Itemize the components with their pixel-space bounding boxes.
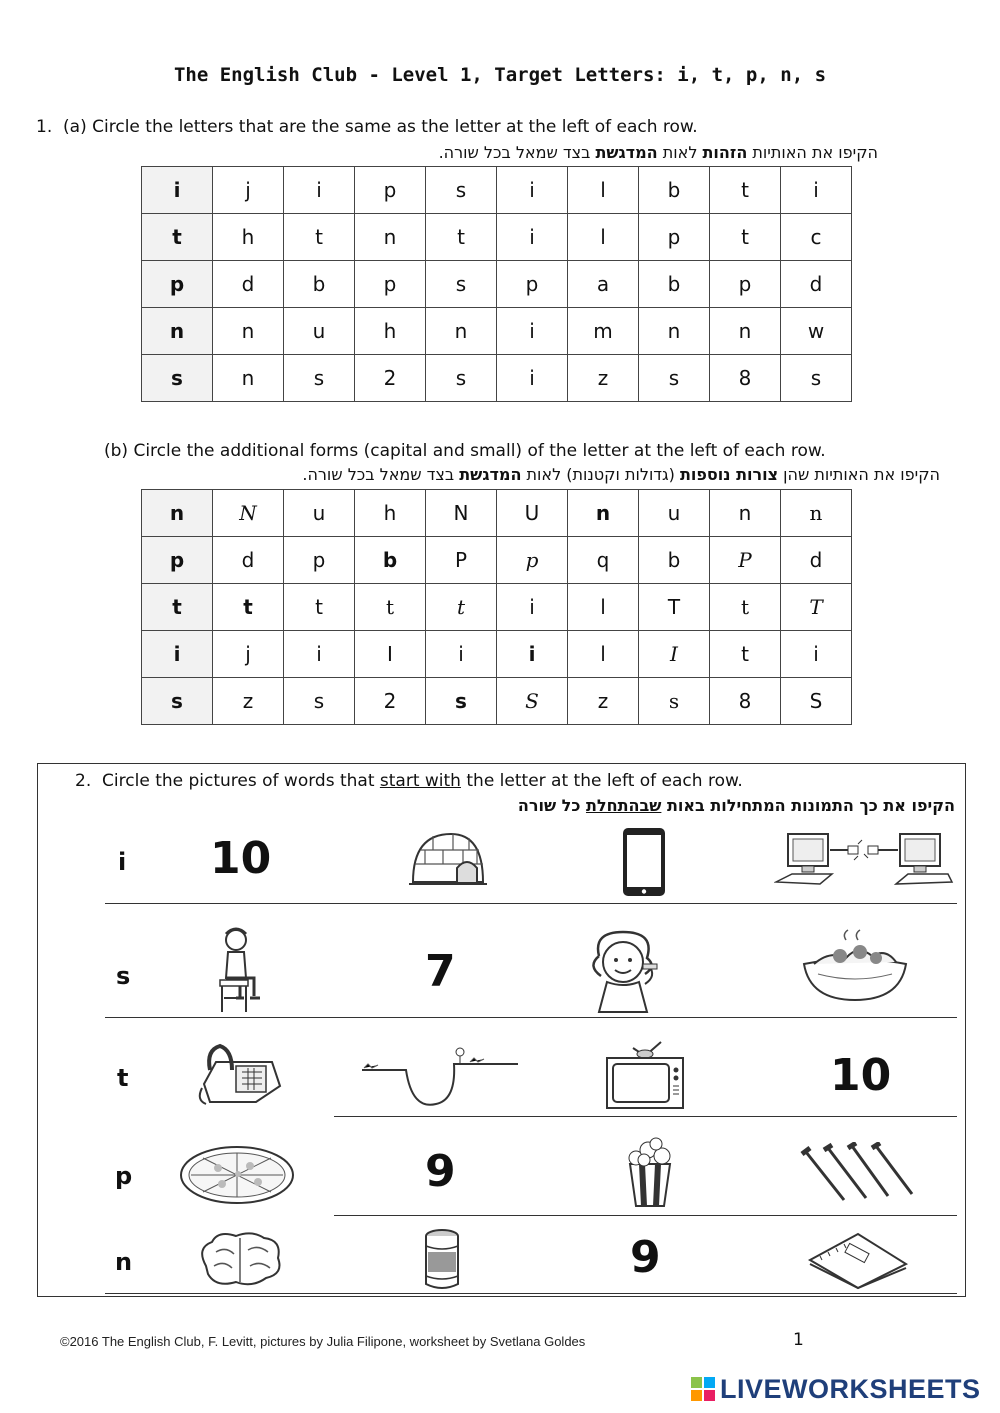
letter-cell[interactable]: t	[284, 584, 355, 631]
letter-cell[interactable]: d	[781, 537, 852, 584]
letter-cell[interactable]: S	[781, 678, 852, 725]
nails-icon[interactable]	[800, 1142, 920, 1206]
letter-cell[interactable]: s	[426, 355, 497, 402]
grid-row	[142, 678, 852, 725]
letter-cell[interactable]: 8	[710, 355, 781, 402]
letter-cell[interactable]: i	[497, 355, 568, 402]
letter-cell[interactable]: s	[781, 355, 852, 402]
letter-cell[interactable]: n	[426, 308, 497, 355]
target-letter-cell: s	[142, 678, 213, 725]
letter-cell[interactable]: u	[284, 308, 355, 355]
letter-cell[interactable]: p	[639, 214, 710, 261]
letter-cell[interactable]: b	[284, 261, 355, 308]
q2-row-divider	[105, 1017, 957, 1018]
notebook-icon[interactable]	[806, 1230, 910, 1290]
letter-cell[interactable]: t	[284, 214, 355, 261]
letter-cell[interactable]: p	[710, 261, 781, 308]
number-7[interactable]: 7	[425, 946, 456, 997]
letter-cell[interactable]: l	[568, 631, 639, 678]
footer-credit: ©2016 The English Club, F. Levitt, pictures by Julia Filipone, worksheet by Svetlana Goldes	[60, 1334, 586, 1349]
letter-cell[interactable]: h	[213, 214, 284, 261]
letter-cell[interactable]: t	[426, 214, 497, 261]
letter-cell[interactable]: u	[639, 490, 710, 537]
letter-cell[interactable]: t	[355, 584, 426, 631]
letter-cell[interactable]: S	[497, 678, 568, 725]
q2-instruction: 2. Circle the pictures of words that start with the letter at the left of each row.	[75, 771, 743, 791]
letter-cell[interactable]: i	[497, 167, 568, 214]
letter-cell[interactable]: t	[710, 584, 781, 631]
target-letter-cell: t	[142, 214, 213, 261]
letter-cell[interactable]: n	[568, 490, 639, 537]
computers-icon[interactable]	[774, 830, 954, 892]
liveworksheets-logo-icon	[690, 1376, 716, 1402]
target-letter-cell: i	[142, 631, 213, 678]
letter-cell[interactable]: w	[781, 308, 852, 355]
letter-cell[interactable]: s	[426, 678, 497, 725]
target-letter-cell: p	[142, 537, 213, 584]
brain-icon[interactable]	[196, 1230, 284, 1290]
q2-row-letter-t: t	[117, 1064, 129, 1092]
letter-cell[interactable]: p	[497, 537, 568, 584]
spaghetti-icon[interactable]	[800, 928, 910, 1004]
letter-cell[interactable]: n	[710, 490, 781, 537]
grid-row	[142, 631, 852, 678]
hole-icon[interactable]	[360, 1040, 520, 1112]
worksheet-title: The English Club - Level 1, Target Letters: i, t, p, n, s	[173, 64, 827, 86]
letter-cell[interactable]: n	[213, 355, 284, 402]
target-letter-cell: n	[142, 490, 213, 537]
letter-cell[interactable]: n	[710, 308, 781, 355]
q2-row-divider	[105, 1293, 957, 1294]
grid-row	[142, 584, 852, 631]
letter-cell[interactable]: n	[213, 308, 284, 355]
television-icon[interactable]	[603, 1036, 689, 1110]
letter-cell[interactable]: q	[568, 537, 639, 584]
letter-cell[interactable]: 2	[355, 678, 426, 725]
letter-cell[interactable]: i	[426, 631, 497, 678]
letter-cell[interactable]: b	[639, 537, 710, 584]
number-10[interactable]: 10	[210, 833, 272, 884]
letter-cell[interactable]: z	[213, 678, 284, 725]
q2-row-letter-n: n	[115, 1248, 133, 1276]
letter-cell[interactable]: N	[213, 490, 284, 537]
q2-row-divider	[334, 1116, 957, 1117]
target-letter-cell: p	[142, 261, 213, 308]
grid-row	[142, 537, 852, 584]
q1a-hebrew: הקיפו את האותיות הזהות לאות המדגשת בצד שמאל בכל שורה.	[438, 143, 878, 162]
letter-cell[interactable]: i	[497, 308, 568, 355]
letter-cell[interactable]: d	[213, 261, 284, 308]
tablet-icon[interactable]	[620, 826, 668, 898]
pizza-icon[interactable]	[178, 1144, 296, 1206]
target-letter-cell: t	[142, 584, 213, 631]
grid-row	[142, 308, 852, 355]
letter-cell[interactable]: p	[355, 167, 426, 214]
grid-row	[142, 355, 852, 402]
grid-row	[142, 167, 852, 214]
q1a-text: (a) Circle the letters that are the same as the letter at the left of each row.	[63, 117, 698, 137]
tin-can-icon[interactable]	[420, 1226, 464, 1292]
grid-row	[142, 214, 852, 261]
letter-cell[interactable]: n	[355, 214, 426, 261]
letter-cell[interactable]: j	[213, 631, 284, 678]
liveworksheets-logo	[690, 1374, 981, 1405]
letter-cell[interactable]: z	[568, 355, 639, 402]
target-letter-cell: i	[142, 167, 213, 214]
letter-cell[interactable]: t	[710, 631, 781, 678]
letter-cell[interactable]: t	[710, 214, 781, 261]
brand-name: LIVEWORKSHEETS	[720, 1374, 981, 1404]
letter-cell[interactable]: u	[284, 490, 355, 537]
grid-row	[142, 490, 852, 537]
letter-cell[interactable]: s	[284, 678, 355, 725]
letter-cell[interactable]: a	[568, 261, 639, 308]
q1-number: 1.	[36, 117, 53, 137]
number-9[interactable]: 9	[425, 1146, 456, 1197]
letter-cell[interactable]: h	[355, 308, 426, 355]
letter-cell[interactable]: t	[426, 584, 497, 631]
letter-cell[interactable]: s	[426, 167, 497, 214]
q2-hebrew: הקיפו את כך התמונות המתחילות באות שבהתחלת כל שורה	[517, 796, 955, 815]
letter-cell[interactable]: N	[426, 490, 497, 537]
q1a-letter-grid	[141, 166, 852, 402]
q1a-instruction	[36, 117, 698, 137]
letter-cell[interactable]: s	[426, 261, 497, 308]
telephone-icon[interactable]	[196, 1040, 282, 1108]
letter-cell[interactable]: h	[355, 490, 426, 537]
letter-cell[interactable]: s	[284, 355, 355, 402]
q1b-letter-grid	[141, 489, 852, 725]
letter-cell[interactable]: i	[284, 631, 355, 678]
letter-cell[interactable]: P	[426, 537, 497, 584]
sitting-boy-icon[interactable]	[210, 926, 270, 1014]
letter-cell[interactable]: l	[568, 214, 639, 261]
letter-cell[interactable]: U	[497, 490, 568, 537]
letter-cell[interactable]: t	[213, 584, 284, 631]
letter-cell[interactable]: z	[568, 678, 639, 725]
letter-cell[interactable]: t	[710, 167, 781, 214]
letter-cell[interactable]: i	[781, 167, 852, 214]
igloo-icon[interactable]	[407, 826, 489, 888]
letter-cell[interactable]: i	[781, 631, 852, 678]
q2-row-divider	[334, 1215, 957, 1216]
letter-cell[interactable]: i	[497, 584, 568, 631]
letter-cell[interactable]: b	[639, 167, 710, 214]
grid-row	[142, 261, 852, 308]
letter-cell[interactable]: s	[639, 678, 710, 725]
target-letter-cell: n	[142, 308, 213, 355]
number-9[interactable]: 9	[630, 1232, 661, 1283]
letter-cell[interactable]: b	[639, 261, 710, 308]
letter-cell[interactable]: i	[284, 167, 355, 214]
letter-cell[interactable]: c	[781, 214, 852, 261]
letter-cell[interactable]: d	[213, 537, 284, 584]
letter-cell[interactable]: 2	[355, 355, 426, 402]
letter-cell[interactable]: T	[639, 584, 710, 631]
letter-cell[interactable]: p	[284, 537, 355, 584]
letter-cell[interactable]: l	[568, 167, 639, 214]
letter-cell[interactable]: n	[781, 490, 852, 537]
popcorn-icon[interactable]	[622, 1136, 678, 1208]
letter-cell[interactable]: I	[355, 631, 426, 678]
q2-row-letter-s: s	[116, 962, 131, 990]
letter-cell[interactable]: j	[213, 167, 284, 214]
q2-row-letter-p: p	[115, 1162, 133, 1190]
girl-brushing-teeth-icon[interactable]	[585, 926, 669, 1014]
letter-cell[interactable]: p	[355, 261, 426, 308]
letter-cell[interactable]: m	[568, 308, 639, 355]
letter-cell[interactable]: 8	[710, 678, 781, 725]
letter-cell[interactable]: I	[639, 631, 710, 678]
letter-cell[interactable]: s	[639, 355, 710, 402]
letter-cell[interactable]: n	[639, 308, 710, 355]
letter-cell[interactable]: i	[497, 214, 568, 261]
letter-cell[interactable]: p	[497, 261, 568, 308]
q2-row-letter-i: i	[118, 848, 127, 876]
q1b-instruction: (b) Circle the additional forms (capital and small) of the letter at the left of each row.	[104, 441, 826, 461]
letter-cell[interactable]: l	[568, 584, 639, 631]
q1b-hebrew: הקיפו את האותיות שהן צורות נוספות (גדולות וקטנות) לאות המדגשת בצד שמאל בכל שורה.	[302, 465, 940, 484]
letter-cell[interactable]: d	[781, 261, 852, 308]
q2-row-divider	[105, 903, 957, 904]
page-number: 1	[793, 1330, 804, 1350]
number-10[interactable]: 10	[830, 1050, 892, 1101]
letter-cell[interactable]: T	[781, 584, 852, 631]
letter-cell[interactable]: i	[497, 631, 568, 678]
letter-cell[interactable]: b	[355, 537, 426, 584]
letter-cell[interactable]: P	[710, 537, 781, 584]
target-letter-cell: s	[142, 355, 213, 402]
